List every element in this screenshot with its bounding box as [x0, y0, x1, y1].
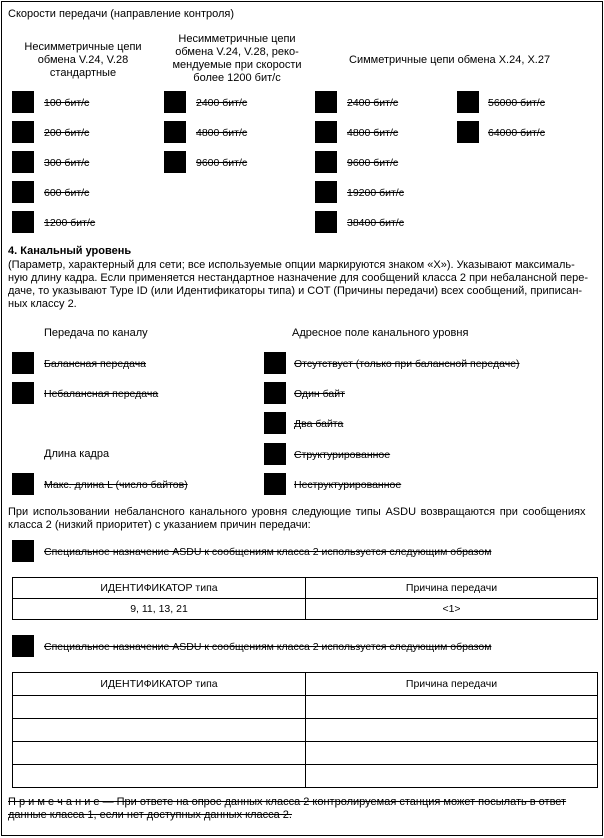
option-label: Специальное назначение ASDU к сообщениям класса 2 используется следующим образом — [44, 641, 492, 653]
table-cell — [306, 696, 598, 719]
checkbox-300[interactable] — [12, 151, 34, 173]
section-paragraph: (Параметр, характерный для сети; все используемые опции маркируются знаком «X»). Указывают максималь- ную длину кадра. Если применяется нестандартное назначение для сообщений класса 2 при небалансной пере- даче, то указывают Type ID (или Идентификаторы типа) и COT (Причины передачи) всех сообщений, приписан- ных классу 2. — [8, 259, 589, 310]
table-cell — [13, 765, 306, 788]
checkbox-2400-unbal[interactable] — [164, 91, 186, 113]
checkbox-addr-two-bytes[interactable] — [264, 412, 286, 434]
speed-option-label: 64000 бит/с — [488, 127, 545, 139]
checkbox-addr-one-byte[interactable] — [264, 382, 286, 404]
speed-option-label: 9600 бит/с — [347, 157, 399, 169]
option-label: Макс. длина L (число байтов) — [44, 479, 188, 491]
checkbox-2400-bal[interactable] — [315, 91, 337, 113]
speed-option-label: 38400 бит/с — [347, 217, 404, 229]
speed-option-label: 1200 бит/с — [44, 217, 96, 229]
checkbox-19200[interactable] — [315, 181, 337, 203]
checkbox-56000[interactable] — [457, 91, 479, 113]
option-label: Неструктурированное — [294, 479, 402, 491]
speed-option-label: 19200 бит/с — [347, 187, 404, 199]
checkbox-addr-structured[interactable] — [264, 443, 286, 465]
table-header: ИДЕНТИФИКАТОР типа — [13, 673, 306, 696]
speed-option-label: 9600 бит/с — [196, 157, 248, 169]
speeds-title: Скорости передачи (направление контроля) — [8, 8, 235, 20]
table-cell: 9, 11, 13, 21 — [13, 599, 306, 620]
option-label: Специальное назначение ASDU к сообщениям класса 2 используется следующим образом — [44, 546, 492, 558]
checkbox-9600-unbal[interactable] — [164, 151, 186, 173]
option-label: Небалансная передача — [44, 388, 159, 400]
checkbox-addr-none[interactable] — [264, 352, 286, 374]
table-cell — [13, 719, 306, 742]
checkbox-4800-unbal[interactable] — [164, 121, 186, 143]
checkbox-100[interactable] — [12, 91, 34, 113]
speed-option-label: 2400 бит/с — [347, 97, 399, 109]
option-label: Отсутствует (только при балансной передаче) — [294, 358, 520, 370]
checkbox-1200[interactable] — [12, 211, 34, 233]
speed-option-label: 600 бит/с — [44, 187, 90, 199]
col3-header: Симметричные цепи обмена X.24, X.27 — [349, 54, 551, 66]
asdu-table-1 — [12, 577, 598, 620]
checkbox-special-asdu-1[interactable] — [12, 540, 34, 562]
speed-option-label: 4800 бит/с — [196, 127, 248, 139]
table-header: Причина передачи — [306, 673, 598, 696]
checkbox-addr-unstructured[interactable] — [264, 473, 286, 495]
document-page — [1, 1, 603, 836]
note: П р и м е ч а н и е — При ответе на опрос данных класса 2 контролируемая станция может посылать в ответ данные класса 1, если нет доступных данных класса 2. — [8, 796, 567, 821]
col2-header: Несимметричные цепи обмена V.24, V.28, реко- мендуемые при скорости более 1200 бит/с — [172, 33, 302, 84]
option-label: Один байт — [294, 388, 345, 400]
checkbox-64000[interactable] — [457, 121, 479, 143]
checkbox-special-asdu-2[interactable] — [12, 635, 34, 657]
table-header: ИДЕНТИФИКАТОР типа — [13, 578, 306, 599]
section-heading: 4. Канальный уровень — [8, 245, 132, 257]
table-cell — [306, 719, 598, 742]
speed-option-label: 200 бит/с — [44, 127, 90, 139]
transfer-header: Передача по каналу — [44, 327, 148, 339]
option-label: Два байта — [294, 418, 344, 430]
table-header: Причина передачи — [306, 578, 598, 599]
checkbox-balanced[interactable] — [12, 352, 34, 374]
table-cell — [306, 742, 598, 765]
checkbox-4800-bal[interactable] — [315, 121, 337, 143]
checkbox-200[interactable] — [12, 121, 34, 143]
asdu-paragraph: При использовании небалансного канального уровня следующие типы ASDU возвращаются при сообщениях класса 2 (низкий приоритет) с указанием причин передачи: — [8, 506, 586, 531]
speed-option-label: 4800 бит/с — [347, 127, 399, 139]
checkbox-max-length[interactable] — [12, 473, 34, 495]
speed-option-label: 300 бит/с — [44, 157, 90, 169]
speed-option-label: 100 бит/с — [44, 97, 90, 109]
col1-header: Несимметричные цепи обмена V.24, V.28 стандартные — [24, 41, 142, 79]
checkbox-9600-bal[interactable] — [315, 151, 337, 173]
option-label: Балансная передача — [44, 358, 147, 370]
table-cell — [306, 765, 598, 788]
address-header: Адресное поле канального уровня — [292, 327, 469, 339]
table-cell — [13, 742, 306, 765]
asdu-table-2 — [12, 672, 598, 788]
checkbox-600[interactable] — [12, 181, 34, 203]
frame-header: Длина кадра — [44, 448, 110, 460]
checkbox-38400[interactable] — [315, 211, 337, 233]
table-cell — [13, 696, 306, 719]
option-label: Структурированное — [294, 449, 391, 461]
speed-option-label: 2400 бит/с — [196, 97, 248, 109]
table-cell: <1> — [306, 599, 598, 620]
checkbox-unbalanced[interactable] — [12, 382, 34, 404]
speed-option-label: 56000 бит/с — [488, 97, 545, 109]
